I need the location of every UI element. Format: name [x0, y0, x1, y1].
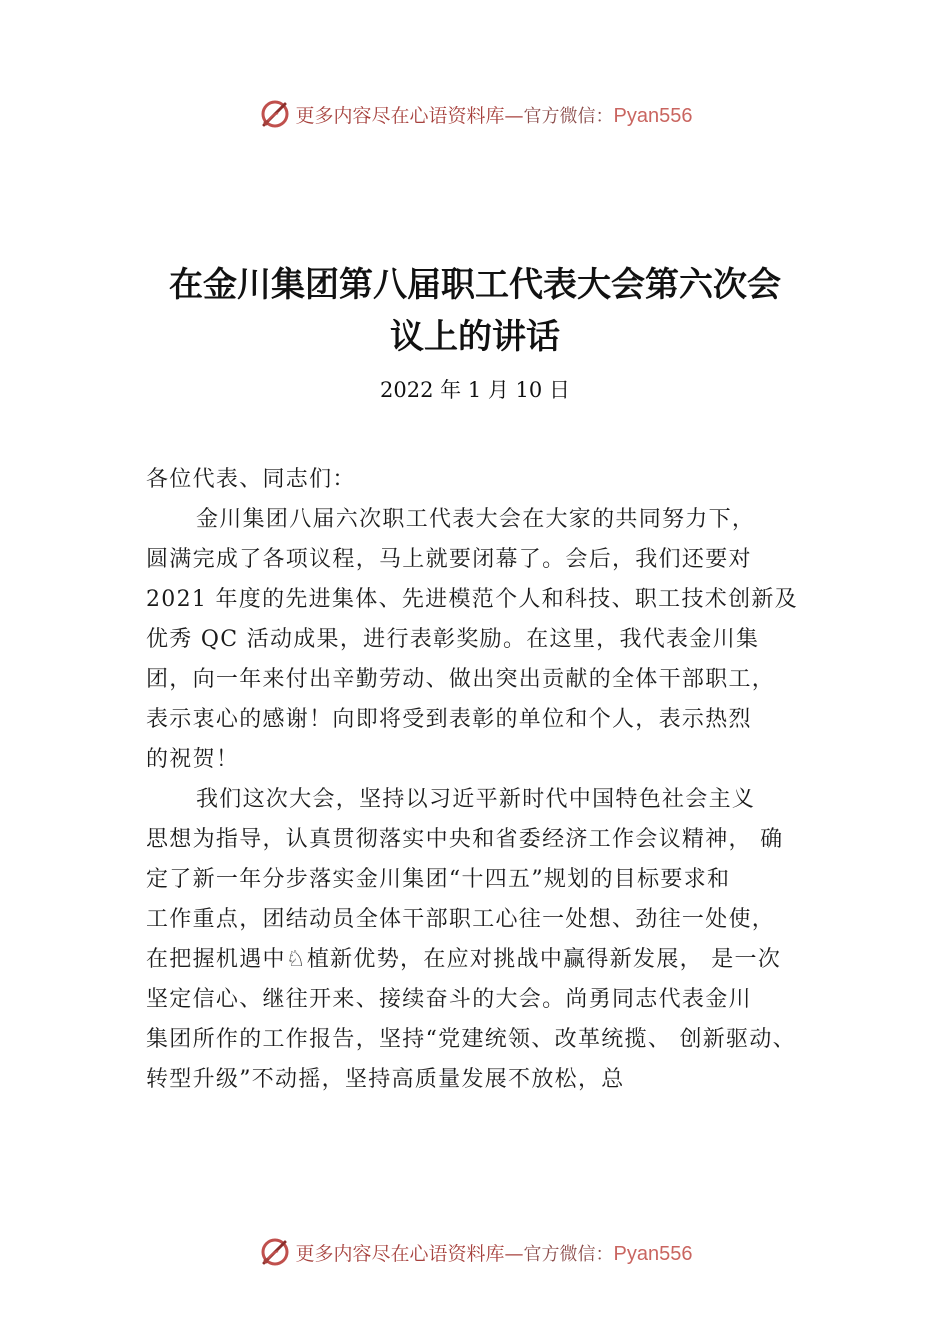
- watermark-text: [296, 101, 693, 128]
- watermark-wechat-label: 官方微信：: [523, 1243, 614, 1265]
- body-line: 的祝贺！: [146, 747, 240, 772]
- body-line: 在把握机遇中♘植新优势，在应对挑战中赢得新发展， 是一次: [146, 947, 782, 972]
- body-line: 金川集团八届六次职工代表大会在大家的共同努力下，: [196, 507, 756, 532]
- body-line: 定了新一年分步落实金川集团“十四五”规划的目标要求和: [146, 867, 731, 892]
- body-line: 我们这次大会，坚持以习近平新时代中国特色社会主义: [196, 787, 756, 812]
- body-line: 2021 年度的先进集体、先进模范个人和科技、职工技术创新及: [146, 587, 798, 612]
- body-line: 圆满完成了各项议程，马上就要闭幕了。会后，我们还要对: [146, 547, 752, 572]
- body-line: 集团所作的工作报告，坚持“党建统领、改革统揽、 创新驱动、: [146, 1027, 796, 1052]
- salutation: 各位代表、同志们：: [146, 467, 356, 492]
- document-date: 2022 年 1 月 10 日: [380, 378, 570, 402]
- body-line: 工作重点，团结动员全体干部职工心往一处想、劲往一处使，: [146, 907, 776, 932]
- brush-logo-icon: [258, 1235, 292, 1269]
- document-title-line-2: 议上的讲话: [390, 317, 560, 357]
- body-line: 思想为指导，认真贯彻落实中央和省委经济工作会议精神， 确: [146, 827, 784, 852]
- body-line: 转型升级”不动摇，坚持高质量发展不放松，总: [146, 1067, 625, 1092]
- watermark-wechat-id: Pyan556: [613, 1242, 693, 1265]
- watermark-text: [296, 1239, 693, 1266]
- document-title-line-1: 在金川集团第八届职工代表大会第六次会: [169, 265, 781, 305]
- watermark-main: 更多内容尽在心语资料库—: [295, 1242, 524, 1265]
- body-line: 坚定信心、继往开来、接续奋斗的大会。尚勇同志代表金川: [146, 987, 752, 1012]
- body-line: 团，向一年来付出辛勤劳动、做出突出贡献的全体干部职工，: [146, 667, 776, 692]
- header-watermark-banner: [0, 94, 950, 134]
- body-line: 表示衷心的感谢！向即将受到表彰的单位和个人，表示热烈: [146, 707, 752, 732]
- footer-watermark-banner: [0, 1232, 950, 1272]
- brush-logo-icon: [258, 97, 292, 131]
- watermark-wechat-label: 官方微信：: [523, 105, 614, 127]
- watermark-wechat-id: Pyan556: [613, 104, 693, 127]
- watermark-main: 更多内容尽在心语资料库—: [295, 104, 524, 127]
- body-line: 优秀 QC 活动成果，进行表彰奖励。在这里，我代表金川集: [146, 627, 760, 652]
